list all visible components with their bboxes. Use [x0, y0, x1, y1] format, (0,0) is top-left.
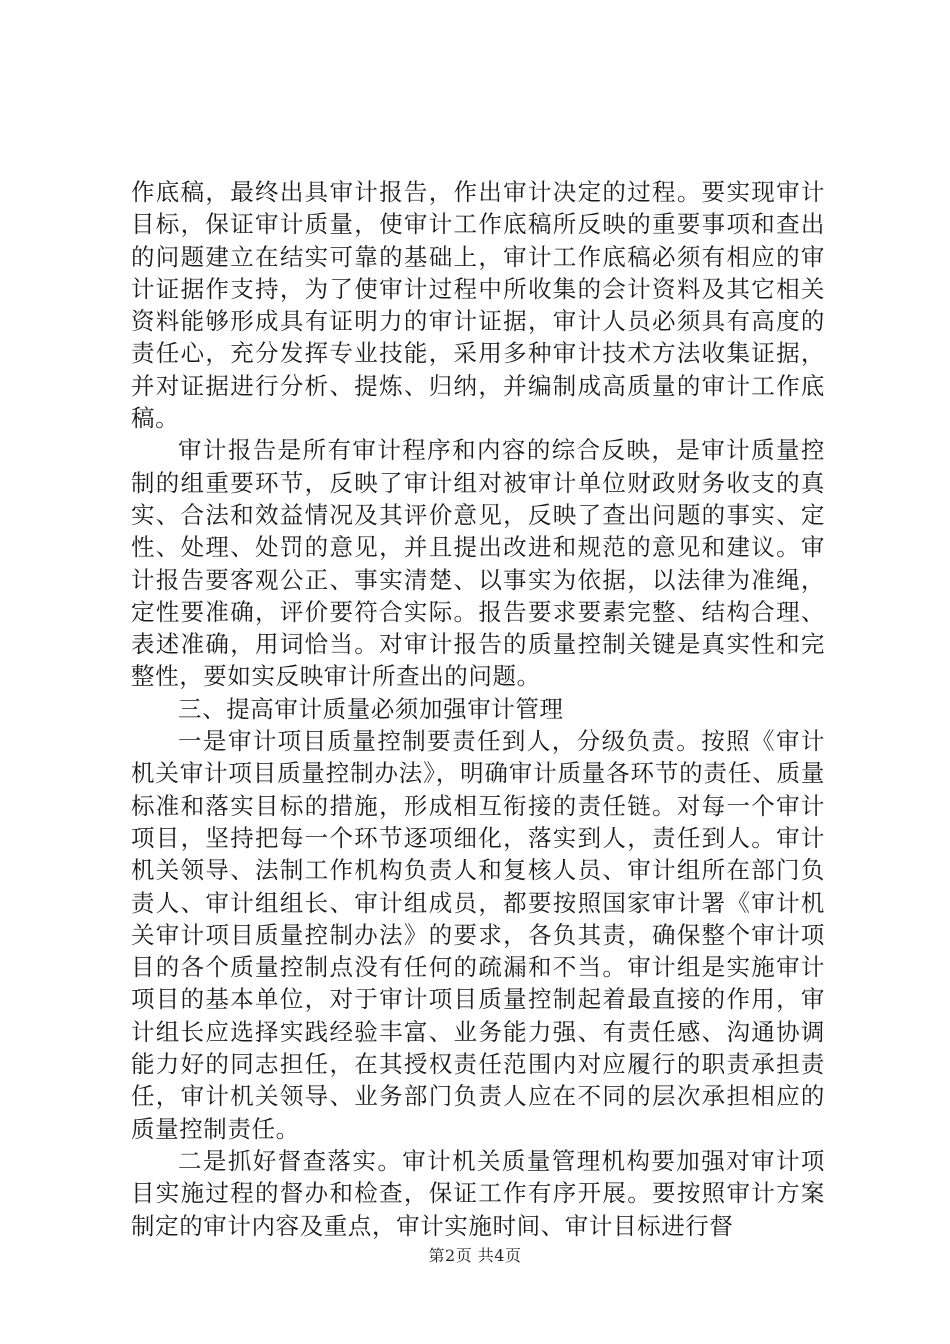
paragraph-responsibility: 一是审计项目质量控制要责任到人，分级负责。按照《审计机关审计项目质量控制办法》，明确审计质量各环节的责任、质量标准和落实目标的措施，形成相互衔接的责任链。对每一个审计项目，坚持把每一个环节逐项细化，落实到人，责任到人。审计机关领导、法制工作机构负责人和复核人员、审计组所在部门负责人、审计组组长、审计组成员，都要按照国家审计署《审计机关审计项目质量控制办法》的要求，各负其责，确保整个审计项目的各个质量控制点没有任何的疏漏和不当。审计组是实施审计项目的基本单位，对于审计项目质量控制起着最直接的作用，审计组长应选择实践经验丰富、业务能力强、有责任感、沟通协调能力好的同志担任，在其授权责任范围内对应履行的职责承担责任，审计机关领导、业务部门负责人应在不同的层次承担相应的质量控制责任。 — [131, 727, 825, 1143]
paragraph-continuation: 作底稿，最终出具审计报告，作出审计决定的过程。要实现审计目标，保证审计质量，使审计工作底稿所反映的重要事项和查出的问题建立在结实可靠的基础上，审计工作底稿必须有相应的审计证据作支持，为了使审计过程中所收集的会计资料及其它相关资料能够形成具有证明力的审计证据，审计人员必须具有高度的责任心，充分发挥专业技能，采用多种审计技术方法收集证据，并对证据进行分析、提炼、归纳，并编制成高质量的审计工作底稿。 — [131, 178, 825, 433]
paragraph-audit-report: 审计报告是所有审计程序和内容的综合反映，是审计质量控制的组重要环节，反映了审计组对被审计单位财政财务收支的真实、合法和效益情况及其评价意见，反映了查出问题的事实、定性、处理、处罚的意见，并且提出改进和规范的意见和建议。审计报告要客观公正、事实清楚、以事实为依据，以法律为准绳，定性要准确，评价要符合实际。报告要求要素完整、结构合理、表述准确，用词恰当。对审计报告的质量控制关键是真实性和完整性，要如实反映审计所查出的问题。 — [131, 436, 825, 691]
section-heading: 三、提高审计质量必须加强审计管理 — [178, 694, 564, 723]
document-body — [131, 176, 825, 1242]
page-footer: 第2页 共4页 — [428, 1246, 522, 1265]
paragraph-supervision: 二是抓好督查落实。审计机关质量管理机构要加强对审计项目实施过程的督办和检查，保证工作有序开展。要按照审计方案制定的审计内容及重点，审计实施时间、审计目标进行督 — [131, 1146, 825, 1240]
